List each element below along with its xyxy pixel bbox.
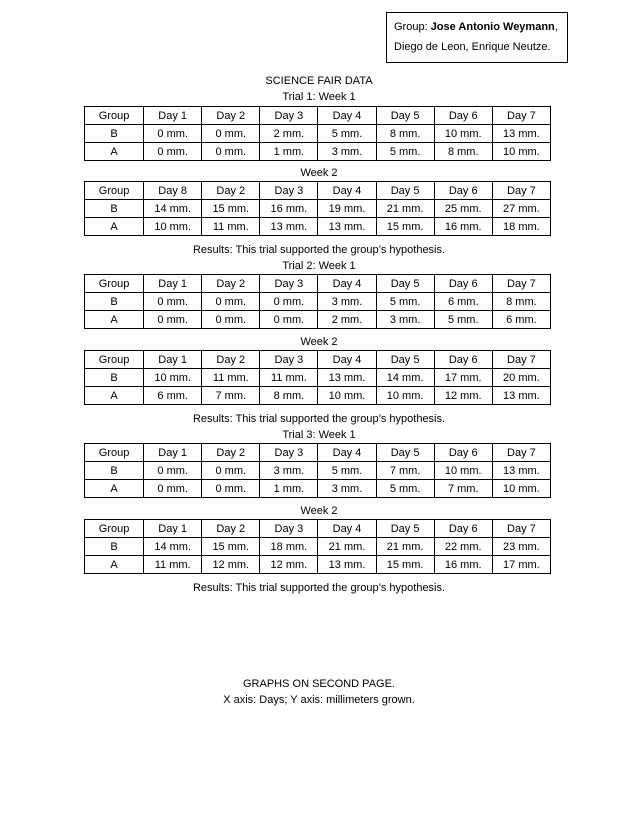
table-cell: 8 mm.	[492, 293, 550, 311]
table-row	[85, 387, 551, 405]
header-cell: Day 1	[144, 520, 202, 538]
header-cell: Day 3	[260, 182, 318, 200]
header-cell: Day 6	[434, 444, 492, 462]
table-cell: 19 mm.	[318, 200, 376, 218]
table-caption: Trial 1: Week 1	[282, 91, 356, 103]
header-cell: Day 7	[492, 107, 550, 125]
table-cell: A	[85, 387, 144, 405]
table-cell: 5 mm.	[318, 462, 376, 480]
header-cell: Day 5	[376, 444, 434, 462]
table-cell: 14 mm.	[376, 369, 434, 387]
data-table-trial1-week2	[84, 181, 551, 236]
table-cell: 0 mm.	[202, 480, 260, 498]
table-cell: 17 mm.	[434, 369, 492, 387]
table-header-row	[85, 107, 551, 125]
table-cell: 14 mm.	[144, 200, 202, 218]
table-cell: 3 mm.	[318, 480, 376, 498]
results-text: Results: This trial supported the group’s hypothesis.	[192, 413, 446, 425]
table-caption: Week 2	[300, 505, 338, 517]
table-cell: 5 mm.	[376, 480, 434, 498]
header-cell: Group	[85, 182, 144, 200]
table-cell: 11 mm.	[202, 369, 260, 387]
table-row	[85, 200, 551, 218]
table-cell: 13 mm.	[318, 556, 376, 574]
header-cell: Day 2	[202, 275, 260, 293]
table-cell: B	[85, 125, 144, 143]
table-cell: 3 mm.	[318, 143, 376, 161]
group-info-box	[386, 12, 568, 63]
header-cell: Day 4	[318, 520, 376, 538]
table-cell: B	[85, 369, 144, 387]
table-caption: Week 2	[300, 336, 338, 348]
table-cell: 7 mm.	[202, 387, 260, 405]
table-row	[85, 311, 551, 329]
header-cell: Day 3	[260, 351, 318, 369]
table-cell: 0 mm.	[144, 293, 202, 311]
header-cell: Day 1	[144, 107, 202, 125]
table-cell: B	[85, 293, 144, 311]
table-cell: 10 mm.	[144, 218, 202, 236]
table-cell: 18 mm.	[492, 218, 550, 236]
header-cell: Day 6	[434, 275, 492, 293]
table-cell: 0 mm.	[144, 311, 202, 329]
table-cell: 14 mm.	[144, 538, 202, 556]
table-cell: 0 mm.	[144, 143, 202, 161]
table-cell: 8 mm.	[376, 125, 434, 143]
header-cell: Day 4	[318, 182, 376, 200]
header-cell: Day 7	[492, 351, 550, 369]
header-cell: Day 2	[202, 520, 260, 538]
table-row	[85, 538, 551, 556]
header-cell: Day 3	[260, 444, 318, 462]
header-cell: Day 7	[492, 275, 550, 293]
results-text: Results: This trial supported the group’s hypothesis.	[192, 244, 446, 256]
data-table-trial2-week2	[84, 350, 551, 405]
table-cell: 11 mm.	[144, 556, 202, 574]
table-cell: 2 mm.	[260, 125, 318, 143]
table-cell: 0 mm.	[144, 462, 202, 480]
group-members-line: Diego de Leon, Enrique Neutze.	[394, 41, 551, 53]
header-cell: Day 5	[376, 275, 434, 293]
table-row	[85, 462, 551, 480]
table-caption: Trial 2: Week 1	[282, 260, 356, 272]
table-cell: 5 mm.	[376, 143, 434, 161]
header-cell: Day 3	[260, 275, 318, 293]
table-cell: 5 mm.	[318, 125, 376, 143]
table-cell: 6 mm.	[144, 387, 202, 405]
header-cell: Day 6	[434, 107, 492, 125]
header-cell: Day 3	[260, 107, 318, 125]
header-cell: Day 6	[434, 520, 492, 538]
table-cell: 5 mm.	[376, 293, 434, 311]
table-cell: 6 mm.	[492, 311, 550, 329]
table-row	[85, 369, 551, 387]
table-cell: 10 mm.	[144, 369, 202, 387]
table-cell: 10 mm.	[434, 462, 492, 480]
table-cell: 0 mm.	[144, 480, 202, 498]
header-cell: Day 4	[318, 275, 376, 293]
results-text: Results: This trial supported the group’s hypothesis.	[192, 582, 446, 594]
header-cell: Day 6	[434, 351, 492, 369]
data-table-trial1-week1	[84, 106, 551, 161]
group-names-line	[394, 17, 560, 37]
table-row	[85, 125, 551, 143]
table-cell: 1 mm.	[260, 143, 318, 161]
table-caption: Trial 3: Week 1	[282, 429, 356, 441]
table-cell: 15 mm.	[376, 556, 434, 574]
table-caption: Week 2	[300, 167, 338, 179]
table-cell: 13 mm.	[318, 369, 376, 387]
table-cell: 15 mm.	[376, 218, 434, 236]
footer-graphs-note: GRAPHS ON SECOND PAGE.	[243, 678, 395, 690]
table-cell: 13 mm.	[260, 218, 318, 236]
table-cell: 20 mm.	[492, 369, 550, 387]
table-cell: 16 mm.	[434, 556, 492, 574]
table-cell: B	[85, 462, 144, 480]
header-cell: Day 5	[376, 351, 434, 369]
table-cell: 2 mm.	[318, 311, 376, 329]
table-cell: 3 mm.	[376, 311, 434, 329]
table-cell: 3 mm.	[260, 462, 318, 480]
table-cell: 13 mm.	[492, 387, 550, 405]
table-row	[85, 143, 551, 161]
table-row	[85, 218, 551, 236]
header-cell: Day 4	[318, 444, 376, 462]
table-cell: 25 mm.	[434, 200, 492, 218]
header-cell: Day 7	[492, 182, 550, 200]
table-cell: 11 mm.	[202, 218, 260, 236]
header-cell: Day 7	[492, 444, 550, 462]
header-cell: Day 3	[260, 520, 318, 538]
header-cell: Group	[85, 444, 144, 462]
header-cell: Group	[85, 520, 144, 538]
table-cell: 13 mm.	[492, 462, 550, 480]
table-cell: 0 mm.	[260, 311, 318, 329]
table-cell: 8 mm.	[260, 387, 318, 405]
table-cell: 16 mm.	[434, 218, 492, 236]
table-row	[85, 556, 551, 574]
table-cell: 16 mm.	[260, 200, 318, 218]
table-cell: 0 mm.	[202, 311, 260, 329]
data-table-trial3-week1	[84, 443, 551, 498]
table-header-row	[85, 351, 551, 369]
header-cell: Day 2	[202, 107, 260, 125]
table-cell: B	[85, 538, 144, 556]
group-comma: ,	[554, 21, 558, 33]
page-title: SCIENCE FAIR DATA	[265, 75, 373, 87]
header-cell: Day 5	[376, 520, 434, 538]
header-cell: Day 6	[434, 182, 492, 200]
table-cell: 10 mm.	[492, 143, 550, 161]
table-cell: 0 mm.	[144, 125, 202, 143]
header-cell: Day 5	[376, 182, 434, 200]
table-cell: 22 mm.	[434, 538, 492, 556]
group-label: Group:	[394, 21, 431, 33]
header-cell: Day 2	[202, 444, 260, 462]
table-cell: 0 mm.	[202, 462, 260, 480]
table-cell: B	[85, 200, 144, 218]
table-cell: 0 mm.	[202, 143, 260, 161]
group-lead-name: Jose Antonio Weymann	[430, 21, 555, 33]
footer-axis-note: X axis: Days; Y axis: millimeters grown.	[223, 694, 415, 706]
table-header-row	[85, 444, 551, 462]
table-cell: 13 mm.	[318, 218, 376, 236]
table-cell: 13 mm.	[492, 125, 550, 143]
table-cell: A	[85, 556, 144, 574]
header-cell: Day 2	[202, 182, 260, 200]
header-cell: Day 4	[318, 107, 376, 125]
table-cell: 27 mm.	[492, 200, 550, 218]
header-cell: Group	[85, 351, 144, 369]
header-cell: Day 1	[144, 275, 202, 293]
header-cell: Day 4	[318, 351, 376, 369]
table-cell: 5 mm.	[434, 311, 492, 329]
table-cell: 15 mm.	[202, 538, 260, 556]
table-cell: 18 mm.	[260, 538, 318, 556]
table-cell: 7 mm.	[434, 480, 492, 498]
table-cell: 21 mm.	[376, 200, 434, 218]
table-header-row	[85, 275, 551, 293]
table-cell: 1 mm.	[260, 480, 318, 498]
table-cell: 17 mm.	[492, 556, 550, 574]
table-cell: 10 mm.	[492, 480, 550, 498]
table-cell: 6 mm.	[434, 293, 492, 311]
table-cell: 12 mm.	[434, 387, 492, 405]
header-cell: Day 2	[202, 351, 260, 369]
table-row	[85, 480, 551, 498]
table-cell: 21 mm.	[376, 538, 434, 556]
table-row	[85, 293, 551, 311]
header-cell: Day 7	[492, 520, 550, 538]
table-cell: 10 mm.	[376, 387, 434, 405]
table-cell: 12 mm.	[260, 556, 318, 574]
header-cell: Day 1	[144, 351, 202, 369]
table-cell: 11 mm.	[260, 369, 318, 387]
table-cell: 3 mm.	[318, 293, 376, 311]
table-cell: 21 mm.	[318, 538, 376, 556]
table-cell: 10 mm.	[434, 125, 492, 143]
table-cell: 0 mm.	[202, 125, 260, 143]
table-header-row	[85, 182, 551, 200]
table-cell: 10 mm.	[318, 387, 376, 405]
header-cell: Day 5	[376, 107, 434, 125]
table-cell: A	[85, 218, 144, 236]
table-header-row	[85, 520, 551, 538]
header-cell: Day 8	[144, 182, 202, 200]
table-cell: 15 mm.	[202, 200, 260, 218]
table-cell: 23 mm.	[492, 538, 550, 556]
data-table-trial2-week1	[84, 274, 551, 329]
header-cell: Group	[85, 107, 144, 125]
table-cell: A	[85, 143, 144, 161]
header-cell: Group	[85, 275, 144, 293]
table-cell: 12 mm.	[202, 556, 260, 574]
table-cell: 7 mm.	[376, 462, 434, 480]
table-cell: 0 mm.	[202, 293, 260, 311]
header-cell: Day 1	[144, 444, 202, 462]
table-cell: 8 mm.	[434, 143, 492, 161]
data-table-trial3-week2	[84, 519, 551, 574]
table-cell: A	[85, 311, 144, 329]
table-cell: A	[85, 480, 144, 498]
table-cell: 0 mm.	[260, 293, 318, 311]
